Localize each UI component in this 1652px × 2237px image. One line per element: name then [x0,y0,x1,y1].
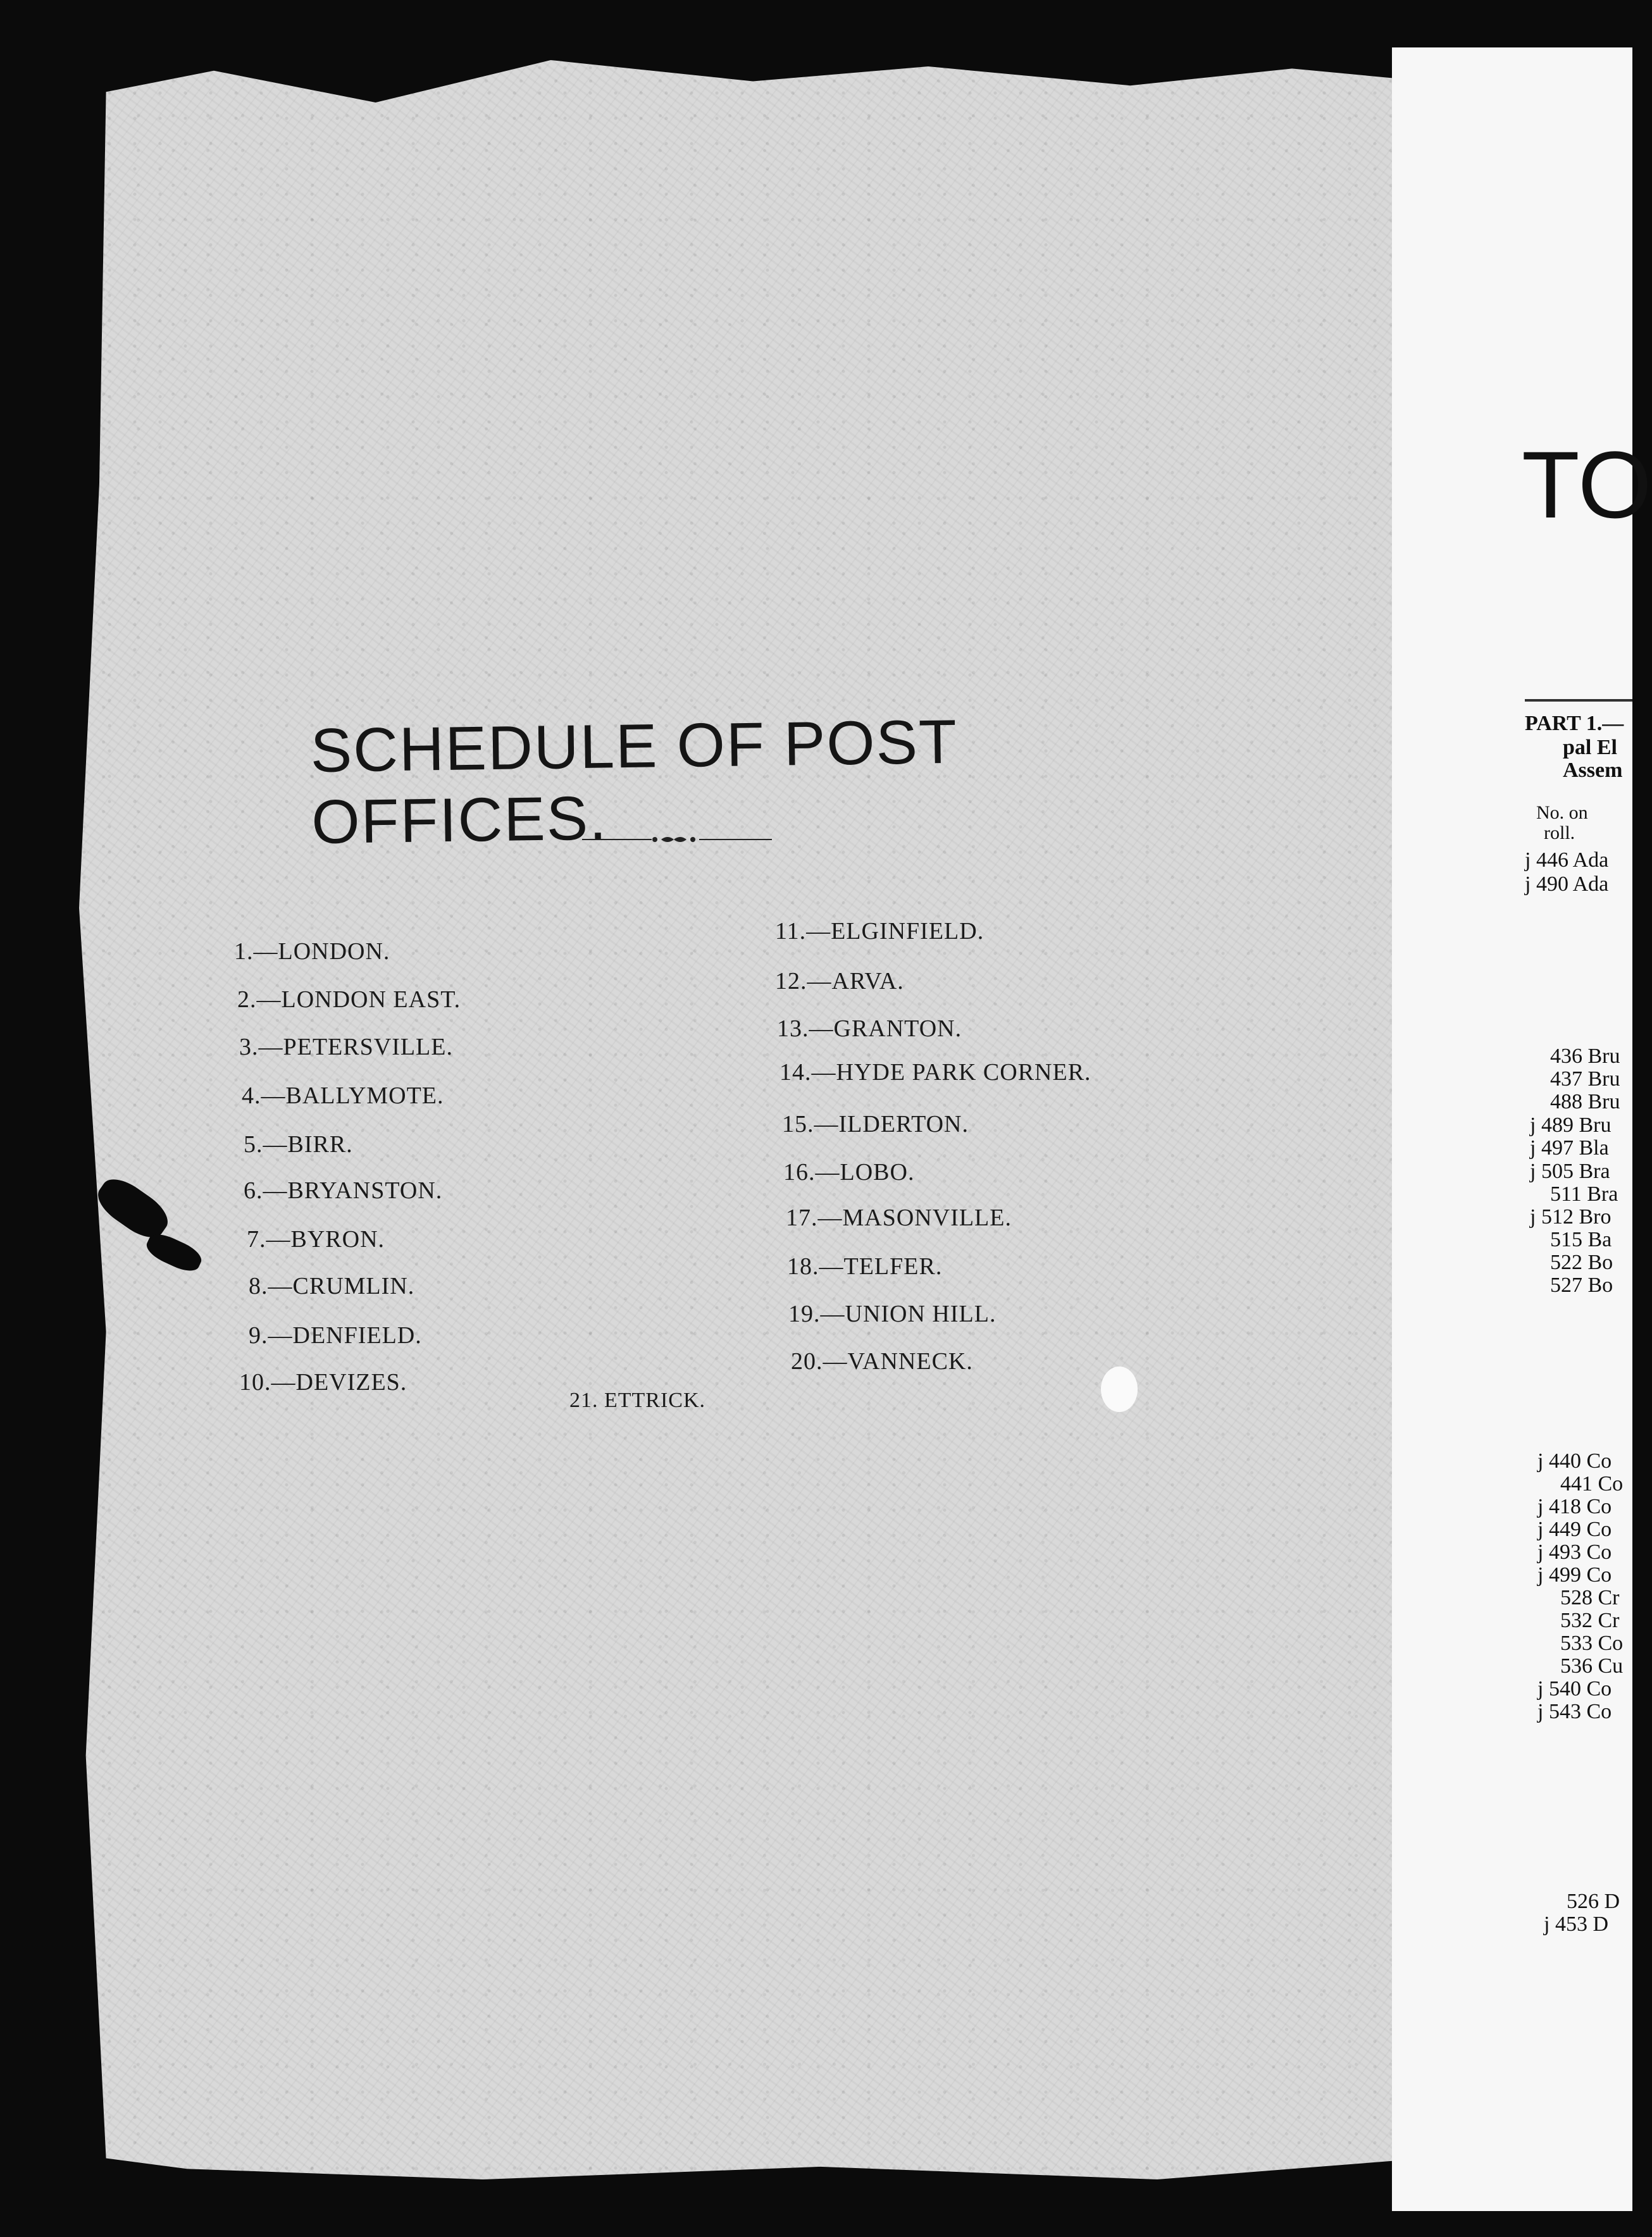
roll-entry: j 505 Bra [1530,1160,1610,1183]
post-office-entry: 14.—HYDE PARK CORNER. [779,1059,1091,1086]
roll-entry: j 493 Co [1537,1540,1612,1564]
post-office-entry: 16.—LOBO. [783,1159,915,1186]
left-page [79,60,1427,2179]
roll-entry: j 449 Co [1537,1518,1612,1541]
post-office-entry: 21. ETTRICK. [569,1389,706,1412]
part-line: Assem [1563,759,1623,782]
roll-entry: 528 Cr [1560,1586,1620,1609]
post-office-entry: 15.—ILDERTON. [782,1111,969,1137]
roll-entry: 436 Bru [1550,1044,1620,1068]
post-office-entry: 11.—ELGINFIELD. [775,918,984,945]
roll-entry: j 446 Ada [1525,848,1609,872]
roll-entry: 511 Bra [1550,1182,1618,1206]
roll-entry: j 543 Co [1537,1700,1612,1723]
post-office-entry: 7.—BYRON. [247,1226,385,1253]
part-line: pal El [1563,736,1617,759]
post-office-entry: 5.—BIRR. [244,1131,353,1158]
paper-hole [1101,1366,1138,1412]
part-line: PART 1.— [1525,712,1624,735]
rule-line [1525,699,1632,702]
roll-entry: j 418 Co [1537,1495,1612,1518]
roll-entry: 437 Bru [1550,1067,1620,1091]
post-office-entry: 10.—DEVIZES. [239,1369,407,1396]
roll-entry: 533 Co [1560,1632,1624,1655]
post-office-entry: 8.—CRUMLIN. [249,1273,415,1299]
roll-entry: j 540 Co [1537,1677,1612,1701]
post-office-entry: 6.—BRYANSTON. [244,1177,443,1204]
roll-entry: j 440 Co [1537,1449,1612,1473]
roll-entry: 522 Bo [1550,1251,1613,1274]
page-title: SCHEDULE OF POST OFFICES. [310,706,957,857]
right-page-heading: TO [1522,431,1652,538]
post-office-entry: 1.—LONDON. [234,938,390,965]
roll-entry: 488 Bru [1550,1090,1620,1113]
post-office-entry: 9.—DENFIELD. [249,1322,422,1349]
post-office-entry: 13.—GRANTON. [777,1015,962,1042]
roll-entry: 526 D [1567,1890,1620,1913]
roll-entry: j 497 Bla [1530,1136,1609,1160]
roll-entry: 527 Bo [1550,1273,1613,1297]
roll-entry: j 489 Bru [1530,1113,1612,1137]
roll-entry: j 512 Bro [1530,1205,1612,1229]
roll-entry: 532 Cr [1560,1609,1620,1632]
post-office-entry: 3.—PETERSVILLE. [239,1034,453,1060]
roll-entry: 515 Ba [1550,1228,1612,1251]
post-office-entry: 17.—MASONVILLE. [786,1205,1012,1231]
roll-entry: 441 Co [1560,1472,1624,1496]
column-header: No. on [1536,802,1588,823]
roll-entry: j 490 Ada [1525,872,1609,896]
post-office-entry: 19.—UNION HILL. [788,1301,997,1327]
roll-entry: j 453 D [1544,1912,1608,1936]
post-office-entry: 18.—TELFER. [787,1253,943,1280]
column-header: roll. [1544,822,1575,843]
ornament-divider [582,832,772,847]
post-office-entry: 2.—LONDON EAST. [237,986,461,1013]
roll-entry: 536 Cu [1560,1654,1624,1678]
post-office-entry: 4.—BALLYMOTE. [242,1082,444,1109]
roll-entry: j 499 Co [1537,1563,1612,1587]
post-office-entry: 12.—ARVA. [775,968,904,995]
post-office-entry: 20.—VANNECK. [791,1348,973,1375]
